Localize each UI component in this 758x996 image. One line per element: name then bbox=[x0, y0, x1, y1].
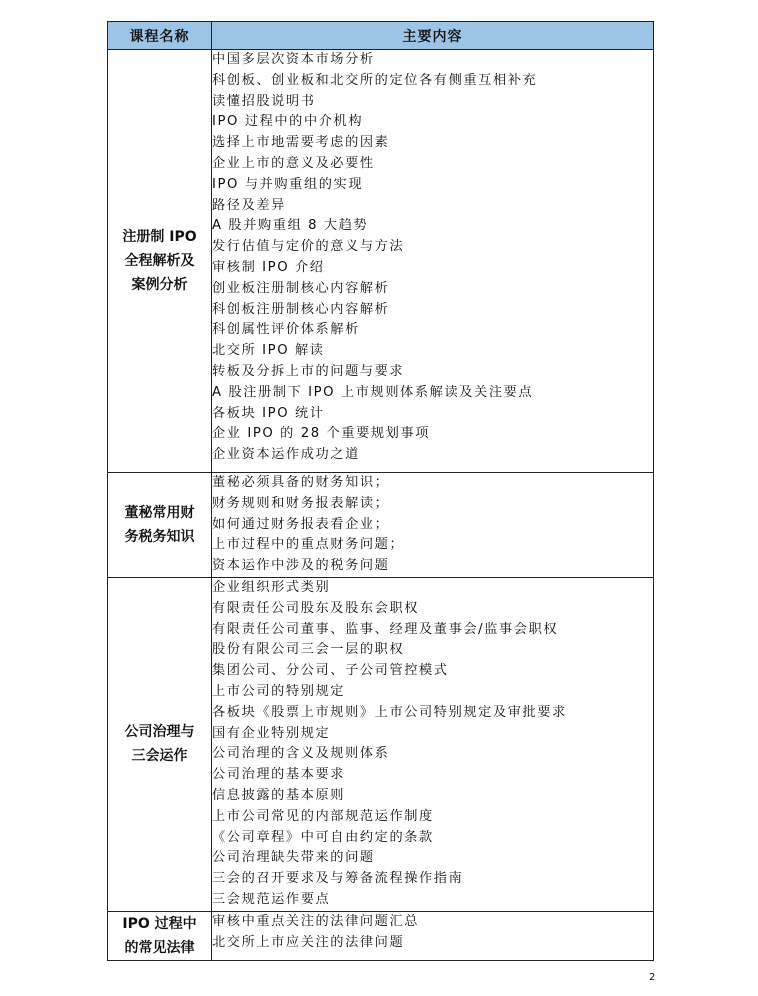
content-item: 有限责任公司股东及股东会职权 bbox=[212, 600, 420, 616]
content-item: 创业板注册制核心内容解析 bbox=[212, 280, 390, 296]
content-item: 三会规范运作要点 bbox=[212, 891, 331, 907]
course-name-line: 务税务知识 bbox=[124, 528, 195, 545]
content-item: 企业 IPO 的 28 个重要规划事项 bbox=[212, 426, 431, 442]
course-name-cell bbox=[108, 50, 212, 473]
course-content-cell bbox=[212, 577, 654, 911]
course-name-cell bbox=[108, 577, 212, 911]
content-item: 财务规则和财务报表解读； bbox=[212, 495, 390, 511]
table-row bbox=[108, 911, 654, 960]
course-name-line: 的常见法律 bbox=[124, 939, 195, 956]
content-item: 《公司章程》中可自由约定的条款 bbox=[212, 829, 434, 845]
content-item: 企业上市的意义及必要性 bbox=[212, 155, 375, 171]
table-row bbox=[108, 577, 654, 911]
content-item: 科创板注册制核心内容解析 bbox=[212, 301, 390, 317]
header-course-name: 课程名称 bbox=[108, 22, 212, 50]
course-name-line: 董秘常用财 bbox=[124, 504, 195, 521]
course-name-line: 三会运作 bbox=[131, 748, 188, 765]
course-content-cell bbox=[212, 911, 654, 960]
content-item: IPO 与并购重组的实现 bbox=[212, 176, 364, 192]
course-name-cell bbox=[108, 911, 212, 960]
content-item: 上市公司的特别规定 bbox=[212, 683, 346, 699]
content-item: A 股注册制下 IPO 上市规则体系解读及关注要点 bbox=[212, 384, 534, 400]
content-item: 企业资本运作成功之道 bbox=[212, 447, 360, 463]
content-item: 各板块《股票上市规则》上市公司特别规定及审批要求 bbox=[212, 704, 567, 720]
content-item: 公司治理的基本要求 bbox=[212, 767, 346, 783]
content-item: 选择上市地需要考虑的因素 bbox=[212, 135, 390, 151]
content-item: 信息披露的基本原则 bbox=[212, 787, 346, 803]
content-item: 读懂招股说明书 bbox=[212, 93, 316, 109]
table-header-row bbox=[108, 22, 654, 50]
content-item: 如何通过财务报表看企业； bbox=[212, 516, 390, 532]
page-number: 2 bbox=[649, 972, 656, 983]
content-item: 公司治理的含义及规则体系 bbox=[212, 746, 390, 762]
content-item: IPO 过程中的中介机构 bbox=[212, 114, 364, 130]
content-item: 发行估值与定价的意义与方法 bbox=[212, 239, 405, 255]
table-row bbox=[108, 50, 654, 473]
content-item: 北交所 IPO 解读 bbox=[212, 343, 325, 359]
course-name-line: 案例分析 bbox=[131, 277, 188, 293]
content-item: 北交所上市应关注的法律问题 bbox=[212, 934, 405, 950]
course-name-line: 公司治理与 bbox=[124, 724, 195, 741]
content-item: 科创属性评价体系解析 bbox=[212, 322, 360, 338]
content-item: 科创板、创业板和北交所的定位各有侧重互相补充 bbox=[212, 72, 538, 88]
content-item: 股份有限公司三会一层的职权 bbox=[212, 642, 405, 658]
content-item: 各板块 IPO 统计 bbox=[212, 405, 325, 421]
course-content-cell bbox=[212, 50, 654, 473]
course-content-cell bbox=[212, 473, 654, 578]
content-item: 公司治理缺失带来的问题 bbox=[212, 850, 375, 866]
content-item: 审核中重点关注的法律问题汇总 bbox=[212, 913, 420, 929]
content-item: 转板及分拆上市的问题与要求 bbox=[212, 363, 405, 379]
course-name-line: 注册制 IPO bbox=[122, 229, 197, 245]
content-item: 上市过程中的重点财务问题； bbox=[212, 537, 405, 553]
content-item: 有限责任公司董事、监事、经理及董事会/监事会职权 bbox=[212, 621, 559, 637]
content-item: 董秘必须具备的财务知识； bbox=[212, 475, 390, 490]
course-name-line: 全程解析及 bbox=[124, 253, 195, 269]
content-item: 企业组织形式类别 bbox=[212, 579, 331, 595]
content-item: 集团公司、分公司、子公司管控模式 bbox=[212, 663, 449, 679]
table-row bbox=[108, 473, 654, 578]
content-item: 资本运作中涉及的税务问题 bbox=[212, 558, 390, 574]
content-item: 国有企业特别规定 bbox=[212, 725, 331, 741]
content-item: 上市公司常见的内部规范运作制度 bbox=[212, 808, 434, 824]
header-main-content: 主要内容 bbox=[212, 22, 654, 50]
content-item: 审核制 IPO 介绍 bbox=[212, 259, 325, 275]
course-name-line: IPO 过程中 bbox=[122, 915, 197, 932]
content-item: A 股并购重组 8 大趋势 bbox=[212, 218, 369, 234]
content-item: 路径及差异 bbox=[212, 197, 286, 213]
content-item: 中国多层次资本市场分析 bbox=[212, 52, 375, 67]
course-table bbox=[107, 21, 654, 961]
course-name-cell bbox=[108, 473, 212, 578]
content-item: 三会的召开要求及与筹备流程操作指南 bbox=[212, 871, 464, 887]
